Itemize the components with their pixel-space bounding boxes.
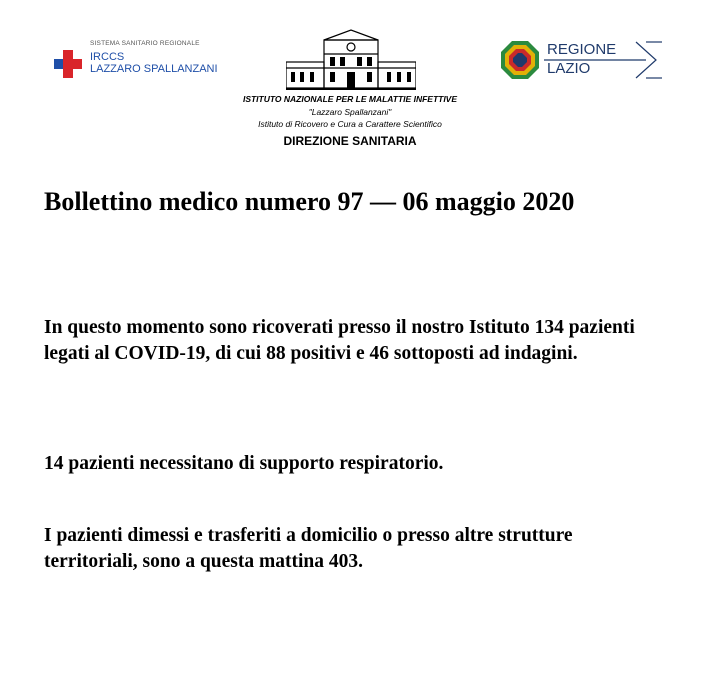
- logo-lazio-text: LAZIO: [547, 60, 591, 77]
- department-title: DIREZIONE SANITARIA: [283, 134, 417, 148]
- logo-small-text: SISTEMA SANITARIO REGIONALE: [90, 40, 200, 47]
- bulletin-paragraph: 14 pazienti necessitano di supporto respiratorio.: [44, 453, 444, 474]
- logo-regione-text: REGIONE: [547, 41, 617, 58]
- regione-lazio-logo: [500, 40, 665, 82]
- lazio-emblem-icon: [500, 40, 540, 80]
- bulletin-title: Bollettino medico numero 97 — 06 maggio 2020: [44, 187, 575, 216]
- spallanzani-logo: [52, 38, 232, 88]
- logo-line2: LAZZARO SPALLANZANI: [90, 63, 218, 75]
- bulletin-paragraph: I pazienti dimessi e trasferiti a domicilio o presso altre strutture territoriali, sono a questa mattina 403.: [44, 525, 573, 572]
- institute-name: ISTITUTO NAZIONALE PER LE MALATTIE INFETTIVE: [242, 94, 458, 104]
- red-cross-icon: [52, 48, 84, 80]
- institute-subname: "Lazzaro Spallanzani": [308, 107, 392, 117]
- institute-subtitle: Istituto di Ricovero e Cura a Carattere Scientifico: [258, 119, 442, 129]
- bulletin-paragraph: In questo momento sono ricoverati presso il nostro Istituto 134 pazienti legati al COVID-19, di cui 88 positivi e 46 sottoposti ad indagini.: [44, 317, 635, 364]
- institute-building-icon: [286, 28, 416, 93]
- logo-line1: IRCCS: [90, 51, 125, 63]
